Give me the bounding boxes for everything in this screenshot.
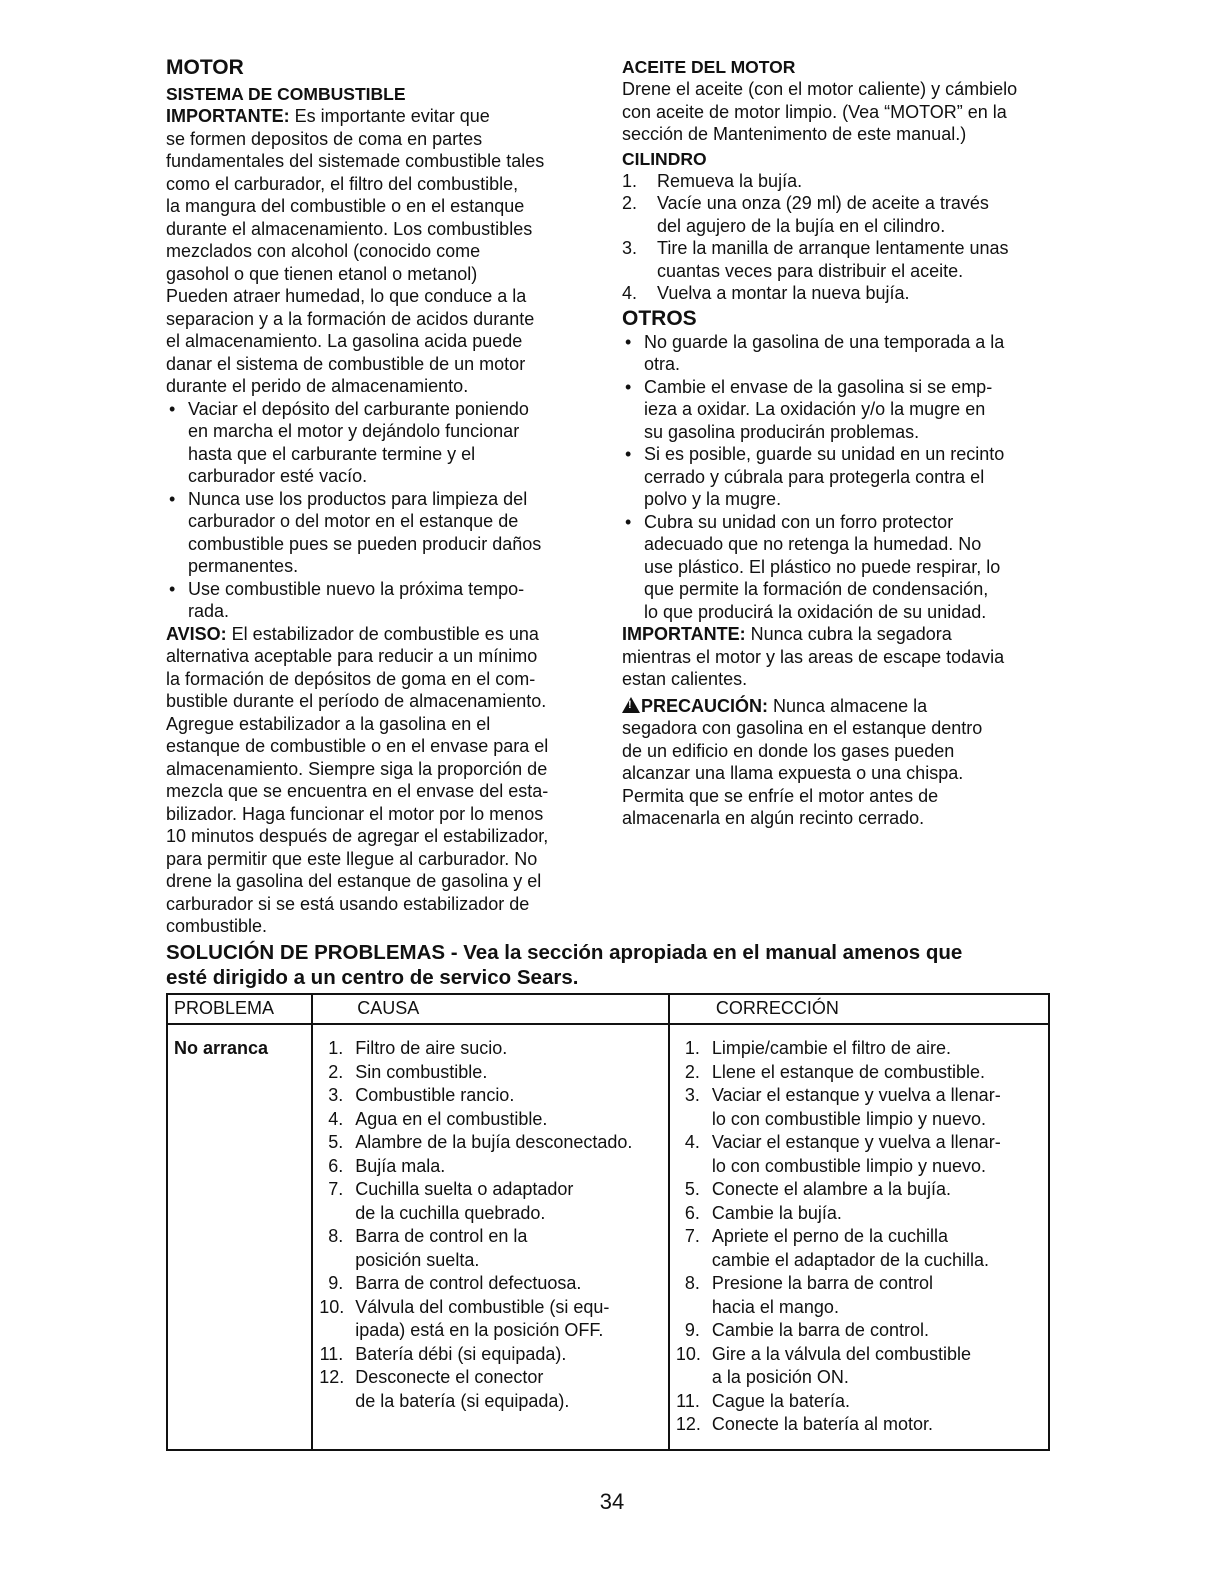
item-line: Cuchilla suelta o adaptador bbox=[355, 1179, 574, 1199]
list-line: carburador o del motor en el estanque de bbox=[188, 511, 519, 531]
list-item bbox=[622, 237, 1054, 282]
cause-item bbox=[319, 1272, 664, 1296]
caution-label: PRECAUCIÓN: bbox=[641, 695, 769, 716]
aviso-line: estanque de combustible o en el envase para el bbox=[166, 736, 549, 756]
item-line: Vaciar el estanque y vuelva a llenar- bbox=[711, 1132, 1001, 1152]
caution-line: Nunca almacene la bbox=[768, 695, 928, 716]
item-line: Barra de control defectuosa. bbox=[355, 1273, 582, 1293]
item-line: Combustible rancio. bbox=[355, 1085, 515, 1105]
item-number: 12. bbox=[319, 1367, 345, 1387]
step-number: 3. bbox=[622, 238, 638, 258]
correction-item bbox=[676, 1084, 1044, 1131]
item-number: 8. bbox=[684, 1273, 700, 1293]
correction-item bbox=[676, 1061, 1044, 1085]
item-line: a la posición ON. bbox=[711, 1367, 849, 1387]
problem-cell: No arranca bbox=[167, 1024, 312, 1450]
aviso-line: para permitir que este llegue al carburador. No bbox=[166, 848, 538, 869]
item-line: Cambie la bujía. bbox=[711, 1202, 842, 1223]
right-column bbox=[622, 56, 1054, 830]
important-line: el almacenamiento. La gasolina acida puede bbox=[166, 331, 523, 351]
step-line: Tire la manilla de arranque lentamente unas bbox=[657, 238, 1009, 258]
important-label: IMPORTANTE: bbox=[166, 106, 290, 126]
aviso-line: combustible. bbox=[166, 916, 268, 936]
list-line: carburador esté vacío. bbox=[188, 466, 368, 486]
list-item bbox=[622, 192, 1054, 237]
aviso-line: Agregue estabilizador a la gasolina en el bbox=[166, 713, 491, 734]
list-line: otra. bbox=[644, 354, 681, 374]
cause-item bbox=[319, 1155, 664, 1179]
aviso-line: 10 minutos después de agregar el estabilizador, bbox=[166, 826, 549, 846]
aviso-line: alternativa aceptable para reducir a un mínimo bbox=[166, 646, 538, 666]
engine-oil-paragraph bbox=[622, 78, 1054, 146]
cause-cell bbox=[312, 1024, 669, 1450]
oil-line: sección de Mantenimento de este manual.) bbox=[622, 124, 967, 144]
heading-line: SOLUCIÓN DE PROBLEMAS - Vea la sección apropiada en el manual amenos que bbox=[166, 941, 963, 964]
list-line: Use combustible nuevo la próxima tempo- bbox=[188, 578, 525, 599]
aviso-label: AVISO: bbox=[166, 623, 227, 644]
page-number: 34 bbox=[599, 1489, 625, 1514]
list-line: Si es posible, guarde su unidad en un recinto bbox=[644, 444, 1005, 464]
section-title-motor: MOTOR bbox=[166, 56, 244, 79]
step-line: Vuelva a montar la nueva bujía. bbox=[657, 283, 910, 303]
item-number: 5. bbox=[328, 1132, 344, 1152]
aviso-paragraph bbox=[166, 623, 596, 938]
troubleshooting-table bbox=[166, 993, 1050, 1451]
correction-item bbox=[676, 1343, 1044, 1390]
list-line: hasta que el carburante termine y el bbox=[188, 443, 476, 464]
list-line: Nunca use los productos para limpieza del bbox=[188, 488, 528, 509]
aviso-line: la formación de depósitos de goma en el com- bbox=[166, 668, 536, 689]
list-item bbox=[622, 331, 1054, 376]
caution-line: segadora con gasolina en el estanque dentro bbox=[622, 718, 983, 738]
list-item bbox=[166, 398, 596, 488]
correction-item bbox=[676, 1037, 1044, 1061]
important-line: Es importante evitar que bbox=[289, 106, 490, 126]
important-line: fundamentales del sistemade combustible tales bbox=[166, 151, 545, 171]
table-header-row bbox=[167, 994, 1049, 1024]
list-line: combustible pues se pueden producir daños bbox=[188, 533, 542, 554]
important-line: durante el perido de almacenamiento. bbox=[166, 376, 469, 396]
list-line: rada. bbox=[188, 601, 230, 621]
important-line: durante el almacenamiento. Los combustibles bbox=[166, 218, 533, 239]
item-line: Sin combustible. bbox=[355, 1061, 488, 1082]
list-line: ieza a oxidar. La oxidación y/o la mugre en bbox=[644, 399, 986, 419]
correction-item bbox=[676, 1319, 1044, 1343]
column-header-problem: PROBLEMA bbox=[167, 994, 312, 1024]
item-number: 5. bbox=[684, 1179, 700, 1199]
correction-item bbox=[676, 1131, 1044, 1178]
important-line: se formen depositos de coma en partes bbox=[166, 128, 483, 149]
column-header-correction: CORRECCIÓN bbox=[669, 994, 1049, 1024]
important-line: danar el sistema de combustible de un motor bbox=[166, 353, 526, 374]
list-item bbox=[622, 443, 1054, 511]
caution-line: Permita que se enfríe el motor antes de bbox=[622, 785, 939, 806]
item-number: 2. bbox=[684, 1061, 700, 1082]
item-line: ipada) está en la posición OFF. bbox=[355, 1320, 604, 1340]
item-number: 10. bbox=[319, 1296, 345, 1317]
correction-item bbox=[676, 1272, 1044, 1319]
correction-item bbox=[676, 1390, 1044, 1414]
correction-cell bbox=[669, 1024, 1049, 1450]
list-line: use plástico. El plástico no puede respirar, lo bbox=[644, 556, 1001, 577]
list-line: permanentes. bbox=[188, 556, 299, 576]
correction-item bbox=[676, 1413, 1044, 1437]
troubleshooting-heading bbox=[166, 940, 1056, 990]
item-number: 12. bbox=[675, 1414, 701, 1434]
step-line: Vacíe una onza (29 ml) de aceite a través bbox=[657, 193, 989, 213]
cause-item bbox=[319, 1061, 664, 1085]
item-line: Válvula del combustible (si equ- bbox=[355, 1296, 610, 1317]
list-line: Cubra su unidad con un forro protector bbox=[644, 511, 954, 532]
important-line: como el carburador, el filtro del combustible, bbox=[166, 173, 519, 194]
item-line: lo con combustible limpio y nuevo. bbox=[711, 1108, 986, 1129]
list-line: cerrado y cúbrala para protegerla contra el bbox=[644, 466, 985, 487]
item-line: Cambie la barra de control. bbox=[711, 1320, 929, 1340]
item-line: Conecte la batería al motor. bbox=[711, 1414, 933, 1434]
item-number: 6. bbox=[328, 1155, 344, 1176]
correction-item bbox=[676, 1225, 1044, 1272]
step-line: del agujero de la bujía en el cilindro. bbox=[657, 215, 946, 236]
item-line: Llene el estanque de combustible. bbox=[711, 1061, 986, 1082]
item-line: Apriete el perno de la cuchilla bbox=[711, 1226, 949, 1246]
item-number: 9. bbox=[684, 1320, 700, 1340]
correction-item bbox=[676, 1202, 1044, 1226]
item-number: 8. bbox=[328, 1226, 344, 1246]
item-number: 11. bbox=[319, 1343, 344, 1364]
item-line: Limpie/cambie el filtro de aire. bbox=[711, 1038, 951, 1058]
cause-item bbox=[319, 1366, 664, 1413]
aviso-line: almacenamiento. Siempre siga la proporción de bbox=[166, 758, 548, 779]
item-line: Gire a la válvula del combustible bbox=[711, 1343, 971, 1364]
subtitle-fuel-system: SISTEMA DE COMBUSTIBLE bbox=[166, 84, 406, 104]
fuel-tips-list bbox=[166, 398, 596, 623]
item-line: Desconecte el conector bbox=[355, 1367, 544, 1387]
item-number: 3. bbox=[328, 1085, 344, 1105]
caution-line: de un edificio en donde los gases pueden bbox=[622, 740, 955, 761]
list-item bbox=[622, 376, 1054, 444]
others-list bbox=[622, 331, 1054, 624]
item-number: 6. bbox=[684, 1202, 700, 1223]
oil-line: Drene el aceite (con el motor caliente) y cámbielo bbox=[622, 79, 1018, 99]
cause-item bbox=[319, 1037, 664, 1061]
important-line: mientras el motor y las areas de escape todavia bbox=[622, 646, 1005, 667]
aviso-line: El estabilizador de combustible es una bbox=[226, 623, 539, 644]
list-line: Cambie el envase de la gasolina si se emp- bbox=[644, 376, 993, 397]
correction-item bbox=[676, 1178, 1044, 1202]
important-line: mezclados con alcohol (conocido come bbox=[166, 241, 481, 261]
list-line: No guarde la gasolina de una temporada a la bbox=[644, 331, 1005, 352]
list-item bbox=[166, 578, 596, 623]
item-line: de la batería (si equipada). bbox=[355, 1390, 570, 1411]
list-item bbox=[166, 488, 596, 578]
aviso-line: bustible durante el período de almacenamiento. bbox=[166, 691, 547, 711]
step-line: cuantas veces para distribuir el aceite. bbox=[657, 260, 964, 281]
aviso-line: drene la gasolina del estanque de gasolina y el bbox=[166, 871, 542, 891]
important-line: Pueden atraer humedad, lo que conduce a la bbox=[166, 286, 527, 306]
item-line: Filtro de aire sucio. bbox=[355, 1038, 508, 1058]
step-number: 2. bbox=[622, 193, 638, 213]
item-number: 7. bbox=[328, 1179, 344, 1199]
item-line: Agua en el combustible. bbox=[355, 1108, 548, 1129]
item-line: lo con combustible limpio y nuevo. bbox=[711, 1155, 986, 1176]
item-number: 3. bbox=[684, 1085, 700, 1105]
item-line: posición suelta. bbox=[355, 1249, 480, 1270]
aviso-line: bilizador. Haga funcionar el motor por lo menos bbox=[166, 803, 544, 824]
table-row bbox=[167, 1024, 1049, 1450]
caution-line: alcanzar una llama expuesta o una chispa. bbox=[622, 763, 964, 783]
aviso-line: carburador si se está usando estabilizador de bbox=[166, 893, 530, 914]
step-number: 1. bbox=[622, 170, 638, 191]
warning-triangle-icon bbox=[622, 697, 640, 713]
item-line: Bujía mala. bbox=[355, 1155, 446, 1176]
item-number: 1. bbox=[328, 1038, 344, 1058]
list-line: adecuado que no retenga la humedad. No bbox=[644, 534, 982, 554]
item-line: Conecte el alambre a la bujía. bbox=[711, 1179, 952, 1199]
caution-paragraph bbox=[622, 695, 1054, 830]
subtitle-engine-oil: ACEITE DEL MOTOR bbox=[622, 57, 796, 77]
cause-item bbox=[319, 1178, 664, 1225]
cause-item bbox=[319, 1343, 664, 1367]
step-number: 4. bbox=[622, 283, 638, 303]
list-line: su gasolina producirán problemas. bbox=[644, 421, 920, 442]
item-number: 7. bbox=[684, 1226, 700, 1246]
subtitle-cylinder: CILINDRO bbox=[622, 148, 707, 169]
list-line: polvo y la mugre. bbox=[644, 489, 782, 509]
item-number: 11. bbox=[676, 1390, 700, 1411]
item-number: 9. bbox=[328, 1273, 344, 1293]
item-number: 10. bbox=[675, 1343, 701, 1364]
cause-item bbox=[319, 1225, 664, 1272]
left-column bbox=[166, 56, 596, 938]
item-line: Alambre de la bujía desconectado. bbox=[355, 1132, 633, 1152]
section-title-others: OTROS bbox=[622, 306, 697, 330]
list-line: Vaciar el depósito del carburante poniendo bbox=[188, 398, 529, 419]
item-number: 2. bbox=[328, 1061, 344, 1082]
column-header-cause: CAUSA bbox=[312, 994, 669, 1024]
important-line: separacion y a la formación de acidos durante bbox=[166, 308, 535, 329]
important-line: Nunca cubra la segadora bbox=[745, 624, 952, 644]
oil-line: con aceite de motor limpio. (Vea “MOTOR” en la bbox=[622, 101, 1007, 122]
heading-line: esté dirigido a un centro de servico Sears. bbox=[166, 966, 579, 989]
item-number: 1. bbox=[684, 1038, 700, 1058]
item-line: Presione la barra de control bbox=[711, 1273, 933, 1293]
important-paragraph bbox=[166, 105, 596, 398]
important-line: gasohol o que tienen etanol o metanol) bbox=[166, 263, 478, 284]
item-number: 4. bbox=[684, 1132, 700, 1152]
item-line: cambie el adaptador de la cuchilla. bbox=[711, 1249, 990, 1270]
cause-item bbox=[319, 1296, 664, 1343]
caution-line: almacenarla en algún recinto cerrado. bbox=[622, 808, 925, 828]
aviso-line: mezcla que se encuentra en el envase del esta- bbox=[166, 781, 549, 801]
item-line: Cague la batería. bbox=[711, 1390, 850, 1411]
list-item bbox=[622, 282, 1054, 305]
list-item bbox=[622, 511, 1054, 624]
cause-item bbox=[319, 1131, 664, 1155]
list-line: que permite la formación de condensación, bbox=[644, 579, 989, 599]
list-line: lo que producirá la oxidación de su unidad. bbox=[644, 601, 987, 622]
cause-item bbox=[319, 1084, 664, 1108]
item-line: Vaciar el estanque y vuelva a llenar- bbox=[711, 1085, 1001, 1105]
list-line: en marcha el motor y dejándolo funcionar bbox=[188, 421, 520, 441]
item-number: 4. bbox=[328, 1108, 344, 1129]
item-line: Barra de control en la bbox=[355, 1226, 528, 1246]
important-label: IMPORTANTE: bbox=[622, 624, 746, 644]
cause-item bbox=[319, 1108, 664, 1132]
important-line: estan calientes. bbox=[622, 669, 748, 689]
important-paragraph-right bbox=[622, 623, 1054, 691]
step-line: Remueva la bujía. bbox=[657, 170, 803, 191]
item-line: Batería débi (si equipada). bbox=[355, 1343, 567, 1364]
important-line: la mangura del combustible o en el estanque bbox=[166, 196, 525, 216]
list-item bbox=[622, 170, 1054, 193]
cylinder-steps bbox=[622, 170, 1054, 305]
item-line: de la cuchilla quebrado. bbox=[355, 1202, 546, 1223]
item-line: hacia el mango. bbox=[711, 1296, 839, 1317]
